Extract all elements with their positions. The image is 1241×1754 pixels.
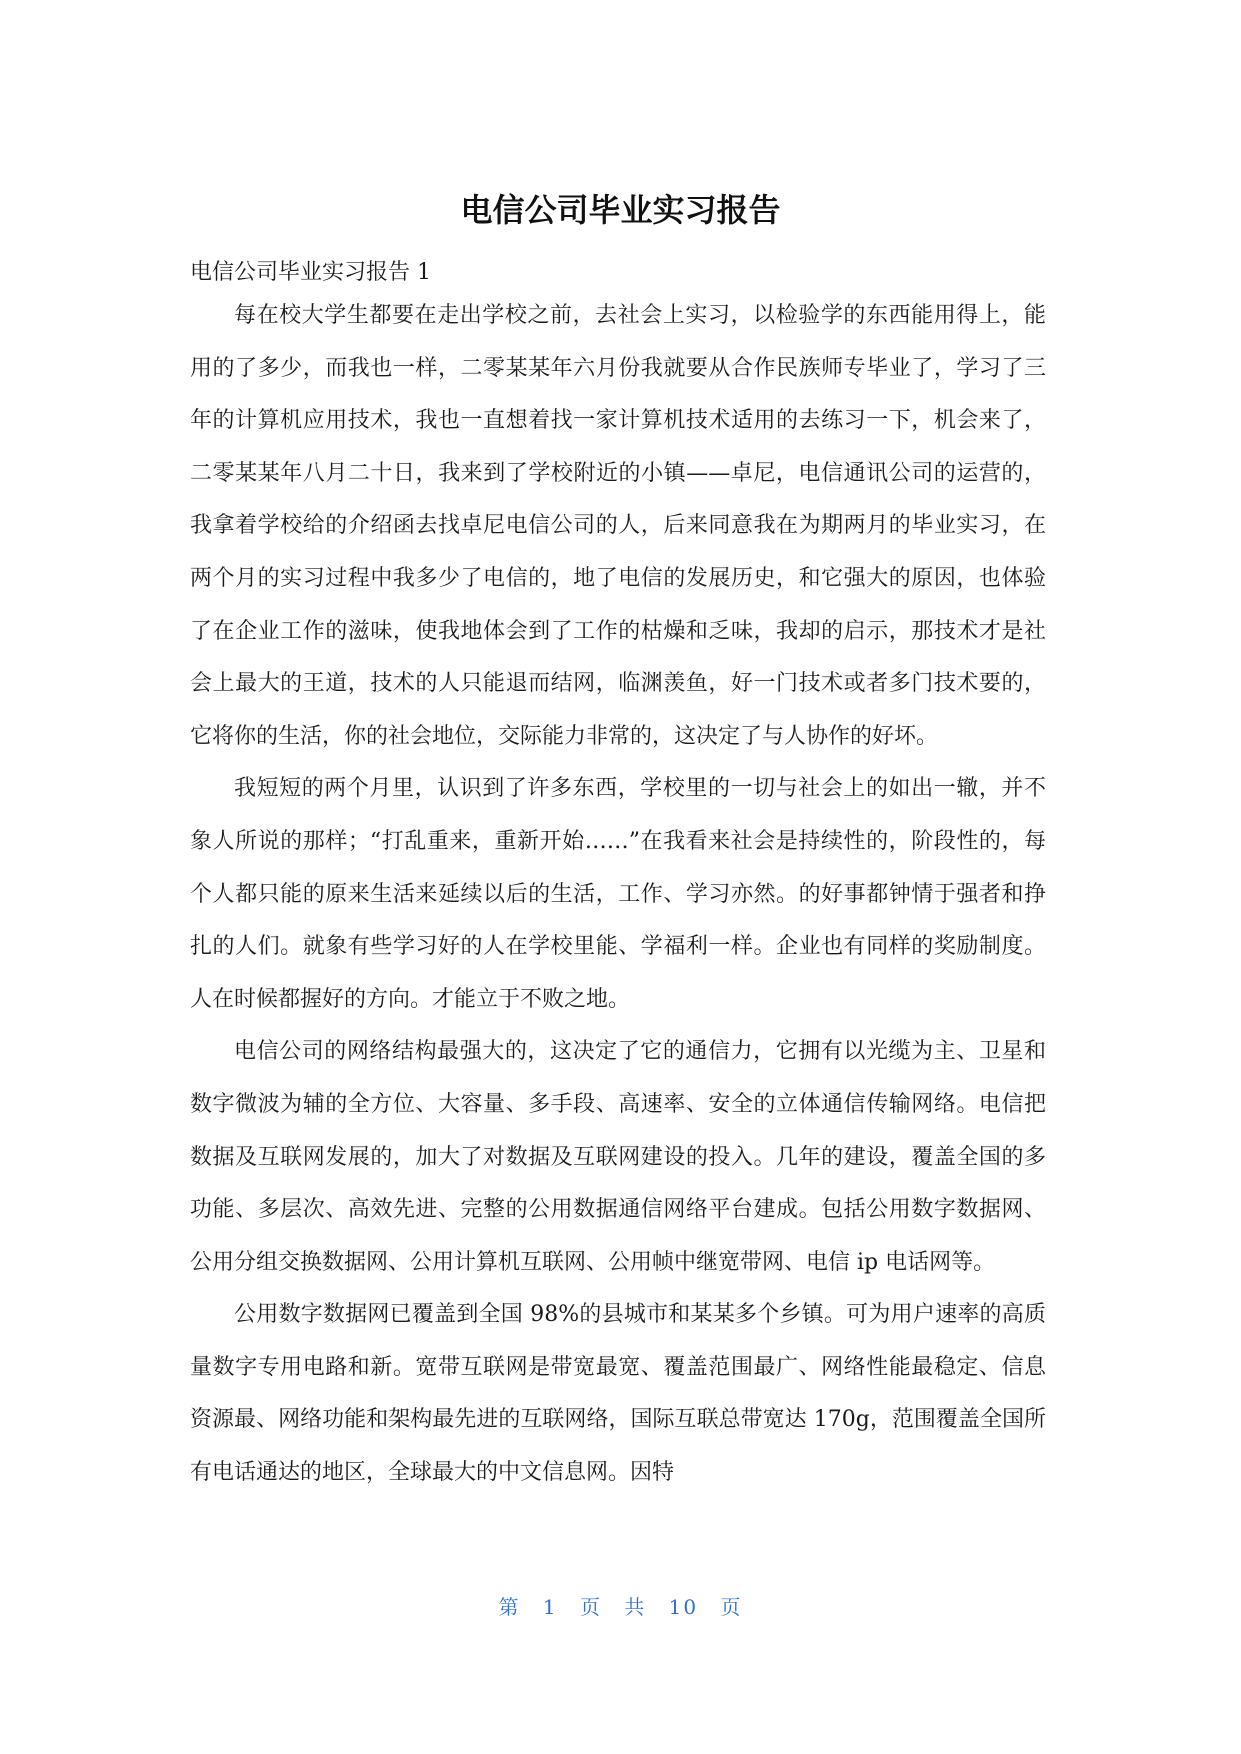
paragraph-4: 公用数字数据网已覆盖到全国 98%的县城市和某某多个乡镇。可为用户速率的高质量数字专用电路和新。宽带互联网是带宽最宽、覆盖范围最广、网络性能最稳定、信息资源最、网络功能和架构最先进的互联网络，国际互联总带宽达 170g，范围覆盖全国所有电话通达的地区，全球最大的中文信息网。因特 — [190, 1302, 1046, 1486]
document-body — [190, 256, 1046, 1500]
paragraph-1: 每在校大学生都要在走出学校之前，去社会上实习，以检验学的东西能用得上，能用的了多少，而我也一样，二零某某年六月份我就要从合作民族师专毕业了，学习了三年的计算机应用技术，我也一直想着找一家计算机技术适用的去练习一下，机会来了，二零某某年八月二十日，我来到了学校附近的小镇——卓尼，电信通讯公司的运营的，我拿着学校给的介绍函去找卓尼电信公司的人，后来同意我在为期两月的毕业实习，在两个月的实习过程中我多少了电信的，地了电信的发展历史，和它强大的原因，也体验了在企业工作的滋味，使我地体会到了工作的枯燥和乏味，我却的启示，那技术才是社会上最大的王道，技术的人只能退而结网，临渊羡鱼，好一门技术或者多门技术要的，它将你的生活，你的社会地位，交际能力非常的，这决定了与人协作的好坏。 — [190, 303, 1046, 749]
paragraph-3: 电信公司的网络结构最强大的，这决定了它的通信力，它拥有以光缆为主、卫星和数字微波为辅的全方位、大容量、多手段、高速率、安全的立体通信传输网络。电信把数据及互联网发展的，加大了对数据及互联网建设的投入。几年的建设，覆盖全国的多功能、多层次、高效先进、完整的公用数据通信网络平台建成。包括公用数字数据网、公用分组交换数据网、公用计算机互联网、公用帧中继宽带网、电信 ip 电话网等。 — [190, 1039, 1046, 1275]
section-heading: 电信公司毕业实习报告 1 — [190, 260, 431, 285]
page-number-footer: 第 1 页 共 10 页 — [498, 1595, 743, 1619]
paragraph-2: 我短短的两个月里，认识到了许多东西，学校里的一切与社会上的如出一辙，并不象人所说的那样；“打乱重来，重新开始……”在我看来社会是持续性的，阶段性的，每个人都只能的原来生活来延续以后的生活，工作、学习亦然。的好事都钟情于强者和挣扎的人们。就象有些学习好的人在学校里能、学福利一样。企业也有同样的奖励制度。人在时候都握好的方向。才能立于不败之地。 — [190, 776, 1046, 1012]
document-title: 电信公司毕业实习报告 — [460, 191, 781, 229]
